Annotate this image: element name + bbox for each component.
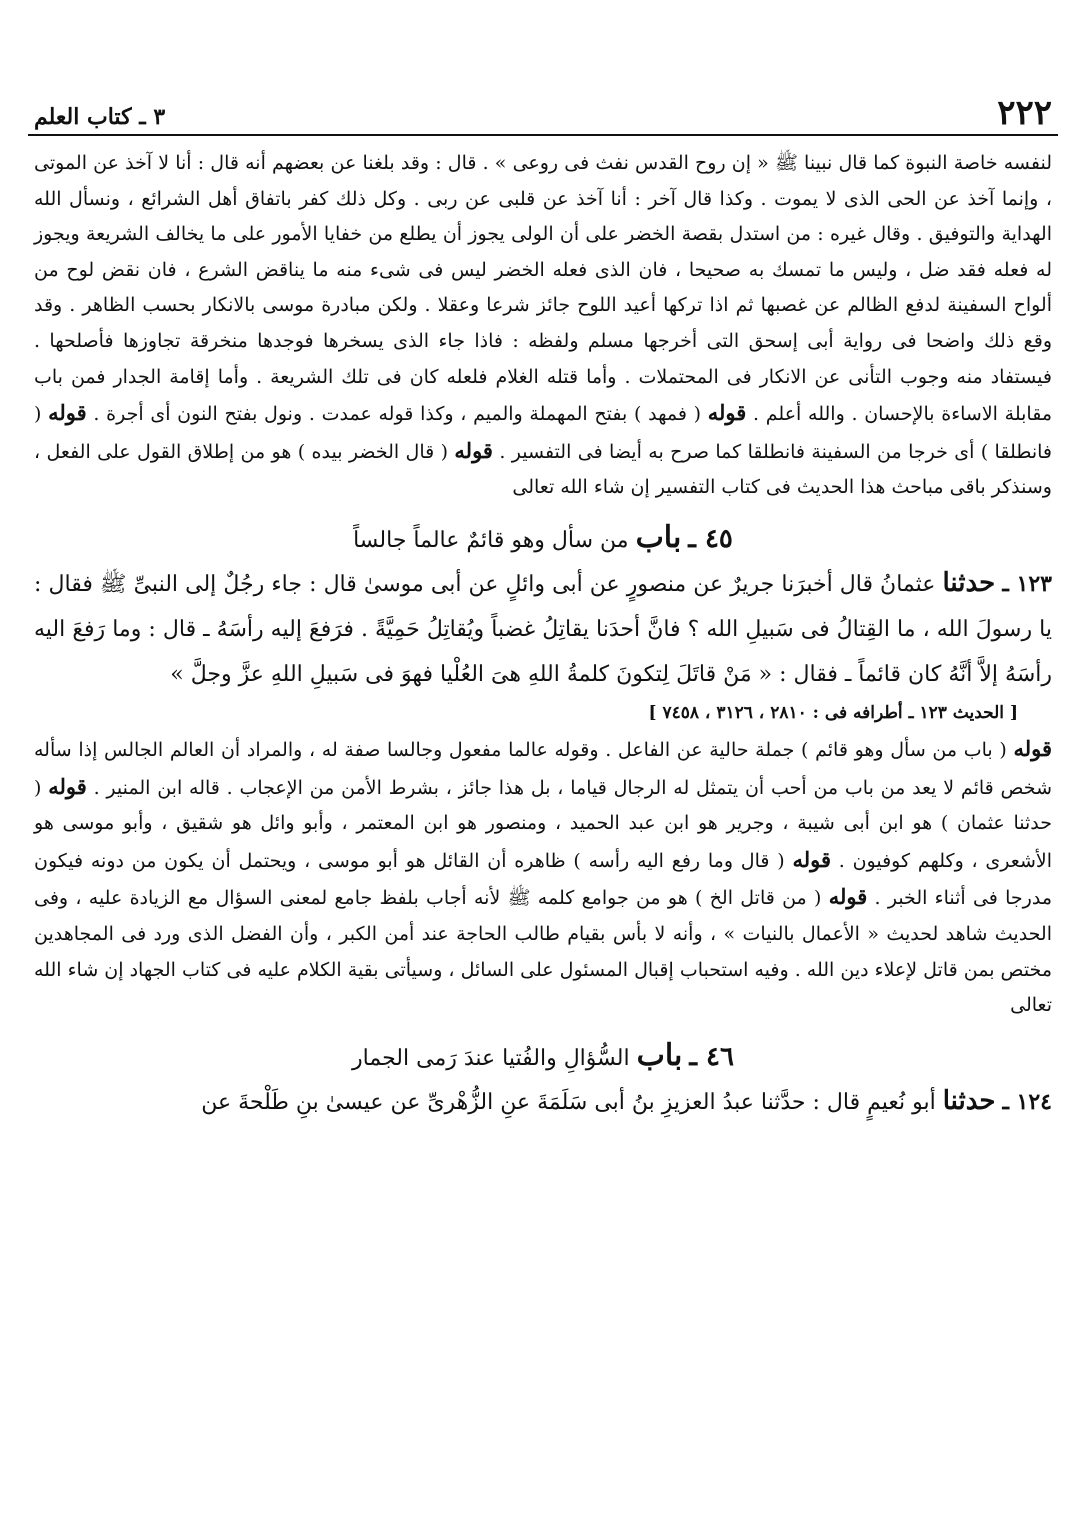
chapter-heading-45 bbox=[28, 520, 1058, 555]
chapter-label: باب bbox=[636, 1037, 683, 1073]
chapter-title: من سأل وهو قائمٌ عالماً جالساً bbox=[353, 527, 629, 553]
page-number: ٢٢٢ bbox=[997, 93, 1052, 133]
commentary-text: لنفسه خاصة النبوة كما قال نبينا ﷺ « إن روح القدس نفث فى روعى » . قال : وقد بلغنا عن بعضهم أنه قال : أنا لا آخذ عن الموتى ، وإنما آخذ عن الحى الذى لا يموت . وكذا قال آخر : أنا آخذ عن قلبى عن ربى . وكل ذلك كفر باتفاق أهل الشرائع ، ونسأل الله الهداية والتوفيق . وقال غيره : من استدل بقصة الخضر على أن الولى يجوز أن يطلع من خفايا الأمور على ما يخالف الشريعة ويجوز له فعله فقد ضل ، وليس ما تمسك به صحيحا ، فان الذى فعله الخضر ليس فى شىء منه ما يناقض الشرع ، فان نقض لوح من ألواح السفينة لدفع الظالم عن غصبها ثم اذا تركها أعيد اللوح جائز شرعا وعقلا . ولكن مبادرة موسى بالانكار بحسب الظاهر . وقد وقع ذلك واضحا فى رواية أبى إسحق التى أخرجها مسلم ولفظه : فاذا جاء الذى يسخرها فوجدها منخرقة تجاوزها فأصلحها . فيستفاد منه وجوب التأنى عن الانكار فى المحتملات . وأما قتله الغلام فلعله كان فى تلك الشريعة . وأما إقامة الجدار فمن باب مقابلة الاساءة بالإحسان . والله أعلم . bbox=[34, 152, 1053, 426]
commentary-text: ( قال الخضر بيده ) هو من إطلاق القول على الفعل ، وسنذكر باقى مباحث هذا الحديث فى كتاب التفسير إن شاء الله تعالى bbox=[34, 440, 1052, 499]
qawluhu-keyword: قوله bbox=[454, 437, 493, 463]
commentary-paragraph-1 bbox=[28, 146, 1058, 506]
commentary-text: ( فانطلقا ) أى خرجا من السفينة فانطلقا كما صرح به أيضا فى التفسير . bbox=[34, 403, 1052, 463]
page bbox=[28, 70, 1058, 1125]
chapter-number: ٤٦ ـ bbox=[689, 1041, 734, 1072]
book-title: ٣ ـ كتاب العلم bbox=[34, 104, 166, 130]
commentary-text: ( باب من سأل وهو قائم ) جملة حالية عن الفاعل . وقوله عالما مفعول وجالسا صفة له ، والمراد أن العالم الجالس إذا سأله شخص قائم لا يعد من باب من أحب أن يتمثل له الرجال قياما ، بل هذا جائز ، بشرط الأمن من الإعجاب . قاله ابن المنير . bbox=[34, 738, 1052, 799]
page-header bbox=[28, 70, 1058, 136]
chapter-title: السُّؤالِ والفُتيا عندَ رَمى الجمار bbox=[352, 1045, 630, 1071]
qawluhu-keyword: قوله bbox=[792, 846, 831, 872]
chapter-label: باب bbox=[635, 519, 682, 555]
commentary-text: ( قال وما رفع اليه رأسه ) ظاهره أن القائل هو أبو موسى ، ويحتمل أن يكون من دونه فيكون مدرجا فى أثناء الخبر . bbox=[34, 849, 1053, 910]
commentary-text: ( حدثنا عثمان ) هو ابن أبى شيبة ، وجرير هو ابن عبد الحميد ، ومنصور هو ابن المعتمر ، وأبو وائل هو شقيق ، وأبو موسى هو الأشعرى ، وكلهم كوفيون . bbox=[34, 776, 1052, 872]
hadith-text: أبو نُعيمٍ قال : حدَّثنا عبدُ العزيزِ بنُ أبى سَلَمَةَ عنِ الزُّهْرىِّ عن عيسىٰ بنِ طَلْحةَ عن bbox=[201, 1089, 936, 1115]
chapter-heading-46 bbox=[28, 1038, 1058, 1073]
hadith-number: ١٢٤ ـ bbox=[1002, 1088, 1052, 1115]
hadith-124 bbox=[28, 1079, 1058, 1125]
hadith-123 bbox=[28, 561, 1058, 697]
haddathana-keyword: حدثنا bbox=[942, 1085, 996, 1116]
commentary-paragraph-2 bbox=[28, 731, 1058, 1024]
qawluhu-keyword: قوله bbox=[828, 884, 868, 910]
chapter-number: ٤٥ ـ bbox=[688, 523, 733, 554]
haddathana-keyword: حدثنا bbox=[942, 567, 996, 598]
hadith-text: عثمانُ قال أخبرَنا جريرٌ عن منصورٍ عن أبى وائلٍ عن أبى موسىٰ قال : جاء رجُلٌ إلى النبىِّ ﷺ فقال : يا رسولَ الله ، ما القِتالُ فى سَبيلِ الله ؟ فانَّ أحدَنا يقاتِلُ غضباً ويُقاتِلُ حَمِيَّةً . فرَفعَ إليه رأسَهُ ـ قال : وما رَفعَ اليه رأسَهُ إلاَّ أنَّهُ كان قائماً ـ فقال : « مَنْ قاتَلَ لِتكونَ كلمةُ اللهِ هىَ العُلْيا فهوَ فى سَبيلِ اللهِ عزَّ وجلَّ » bbox=[34, 571, 1052, 687]
qawluhu-keyword: قوله bbox=[48, 400, 87, 426]
qawluhu-keyword: قوله bbox=[707, 400, 747, 426]
qawluhu-keyword: قوله bbox=[1013, 735, 1052, 761]
commentary-text: ( فمهد ) بفتح المهملة والميم ، وكذا قوله عمدت . ونول بفتح النون أى أجرة . bbox=[93, 403, 702, 426]
hadith-number: ١٢٣ ـ bbox=[1002, 570, 1052, 597]
qawluhu-keyword: قوله bbox=[48, 773, 87, 799]
commentary-text: ( من قاتل الخ ) هو من جوامع كلمه ﷺ لأنه أجاب بلفظ جامع لمعنى السؤال مع الزيادة عليه ، وفى الحديث شاهد لحديث « الأعمال بالنيات » ، وأنه لا بأس بقيام طالب الحاجة عند أمن الكبر ، وأن الفضل الذى ورد فى المجاهدين مختص بمن قاتل لإعلاء دين الله . وفيه استحباب إقبال المسئول على السائل ، وسيأتى بقية الكلام عليه فى كتاب الجهاد إن شاء الله تعالى bbox=[34, 887, 1052, 1017]
hadith-references: [ الحديث ١٢٣ ـ أطرافه فى : ٢٨١٠ ، ٣١٢٦ ، ٧٤٥٨ ] bbox=[648, 702, 1018, 723]
